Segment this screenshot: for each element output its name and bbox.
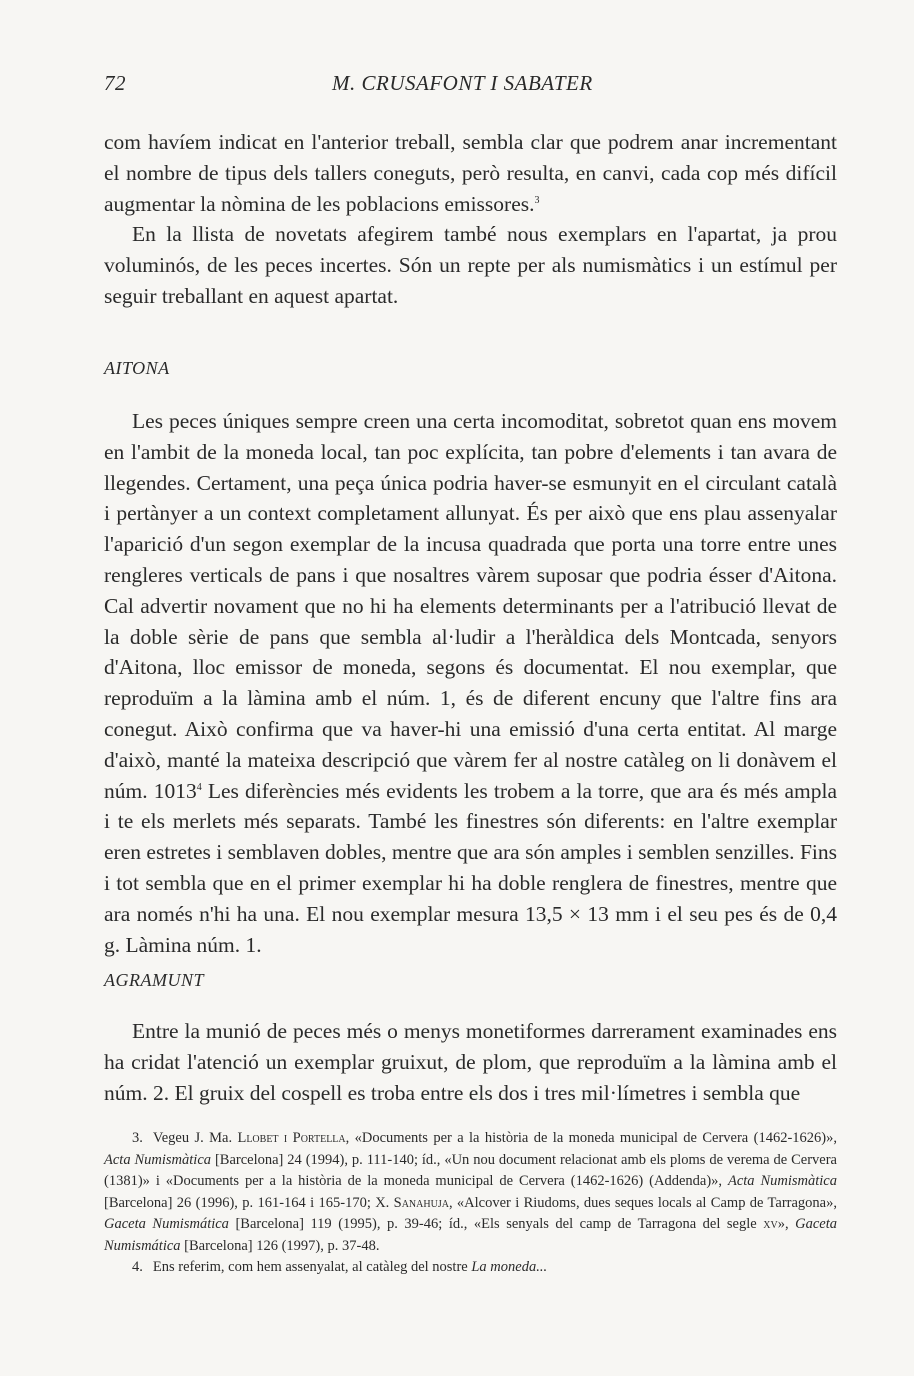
section-heading-aitona: AITONA (104, 358, 170, 378)
footnote-3 (104, 1128, 837, 1257)
footnote-3-author: Llobet i Portella (237, 1130, 346, 1146)
footnote-3-text: , «Documents per a la història de la moneda municipal de Cervera (1462-1626)», (345, 1130, 837, 1146)
footnote-4-number: 4. (132, 1259, 143, 1275)
intro-paragraph-1-text: com havíem indicat en l'anterior treball, sembla clar que podrem anar incrementant el nombre de tipus dels tallers coneguts, però resulta, en canvi, cada cop més difícil augmentar la nòmina de les poblacions emissores. (104, 130, 837, 216)
footnote-3-text: [Barcelona] 119 (1995), p. 39-46; íd., «Els senyals del camp de Tarragona del segle (228, 1216, 764, 1232)
aitona-paragraph-text-b: Les diferències més evidents les trobem a la torre, que ara és més ampla i te els merlets més separats. També les finestres són diferents: en l'altre exemplar eren estretes i semblaven dobles, mentre que ara són amples i semblen senzilles. Fins i tot sembla que en el primer exemplar hi ha doble renglera de finestres, mentre que ara només n'hi ha una. El nou exemplar mesura 13,5 × 13 mm i el seu pes és de 0,4 g. Làmina núm. 1. (104, 778, 837, 957)
footnote-3-number: 3. (132, 1130, 143, 1146)
footnote-ref-3: 3 (534, 194, 540, 206)
footnote-3-journal: Acta Numismàtica (727, 1173, 837, 1189)
footnote-3-text: Vegeu J. Ma. (152, 1130, 238, 1146)
footnote-3-text: [Barcelona] 24 (1994), p. 111-140; íd., «Un nou document relacionat amb els ploms de verema de Cervera (1381)» i «Documents per a la història de la moneda municipal de Cervera (1462-1626) (Addenda)», (104, 1151, 837, 1189)
footnote-3-text: [Barcelona] 26 (1996), p. 161-164 i 165-170; X. (104, 1194, 394, 1211)
footnote-4-title: La moneda... (471, 1259, 548, 1275)
agramunt-section (104, 1016, 837, 1108)
intro-paragraph-1 (104, 127, 837, 219)
footnote-4 (104, 1257, 837, 1279)
footnote-4-text: Ens referim, com hem assenyalat, al catàleg del nostre (152, 1259, 472, 1275)
aitona-paragraph (104, 406, 837, 960)
page-number: 72 (104, 71, 126, 95)
footnotes (104, 1128, 837, 1279)
footnote-3-journal: Gaceta Numismática (104, 1216, 229, 1232)
intro-paragraph-2: En la llista de novetats afegirem també nous exemplars en l'apartat, ja prou voluminós, de les peces incertes. Són un repte per als numismàtics i un estímul per seguir treballant en aquest apartat. (104, 222, 837, 308)
page-header (104, 71, 839, 101)
aitona-section (104, 406, 837, 960)
footnote-3-journal: Acta Numismàtica (104, 1151, 212, 1168)
footnote-3-journal: Gaceta Numismática (104, 1216, 837, 1254)
running-head: M. CRUSAFONT I SABATER (332, 71, 593, 95)
aitona-paragraph-text-a: Les peces úniques sempre creen una certa incomoditat, sobretot quan ens movem en l'ambit de la moneda local, tan poc explícita, tan pobre d'elements i tan avara de llegendes. Certament, una peça única podria haver-se esmunyit en el circulant català i pertànyer a un context completament allunyat. És per això que ens plau assenyalar l'aparició d'un segon exemplar de la incusa quadrada que porta una torre entre unes rengleres verticals de pans i que nosaltres vàrem suposar que podria ésser d'Aitona. Cal advertir novament que no hi ha elements determinants per a l'atribució llevat de la doble sèrie de pans que sembla al·ludir a l'heràldica dels Montcada, senyors d'Aitona, lloc emissor de moneda, segons és documentat. El nou exemplar, que reproduïm a la làmina amb el núm. 1, és de diferent encuny que l'altre fins ara conegut. Això confirma que va haver-hi una emissió d'una certa entitat. Al marge d'això, manté la mateixa descripció que vàrem fer al nostre catàleg on li donàvem el núm. 1013 (104, 409, 837, 803)
footnote-3-text: , «Alcover i Riudoms, dues seques locals al Camp de Tarragona», (448, 1194, 837, 1211)
footnote-3-text: », (777, 1216, 796, 1232)
agramunt-paragraph: Entre la munió de peces més o menys monetiformes darrerament examinades ens ha cridat l'atenció un exemplar gruixut, de plom, que reproduïm a la làmina amb el núm. 2. El gruix del cospell es troba entre els dos i tres mil·límetres i sembla que (104, 1019, 837, 1105)
section-heading-agramunt: AGRAMUNT (104, 970, 204, 990)
footnote-3-text: [Barcelona] 126 (1997), p. 37-48. (180, 1237, 380, 1254)
footnote-3-author: Sanahuja (393, 1194, 449, 1211)
intro-section (104, 127, 837, 312)
footnote-3-century: xv (763, 1216, 778, 1232)
footnote-ref-4: 4 (196, 781, 202, 793)
